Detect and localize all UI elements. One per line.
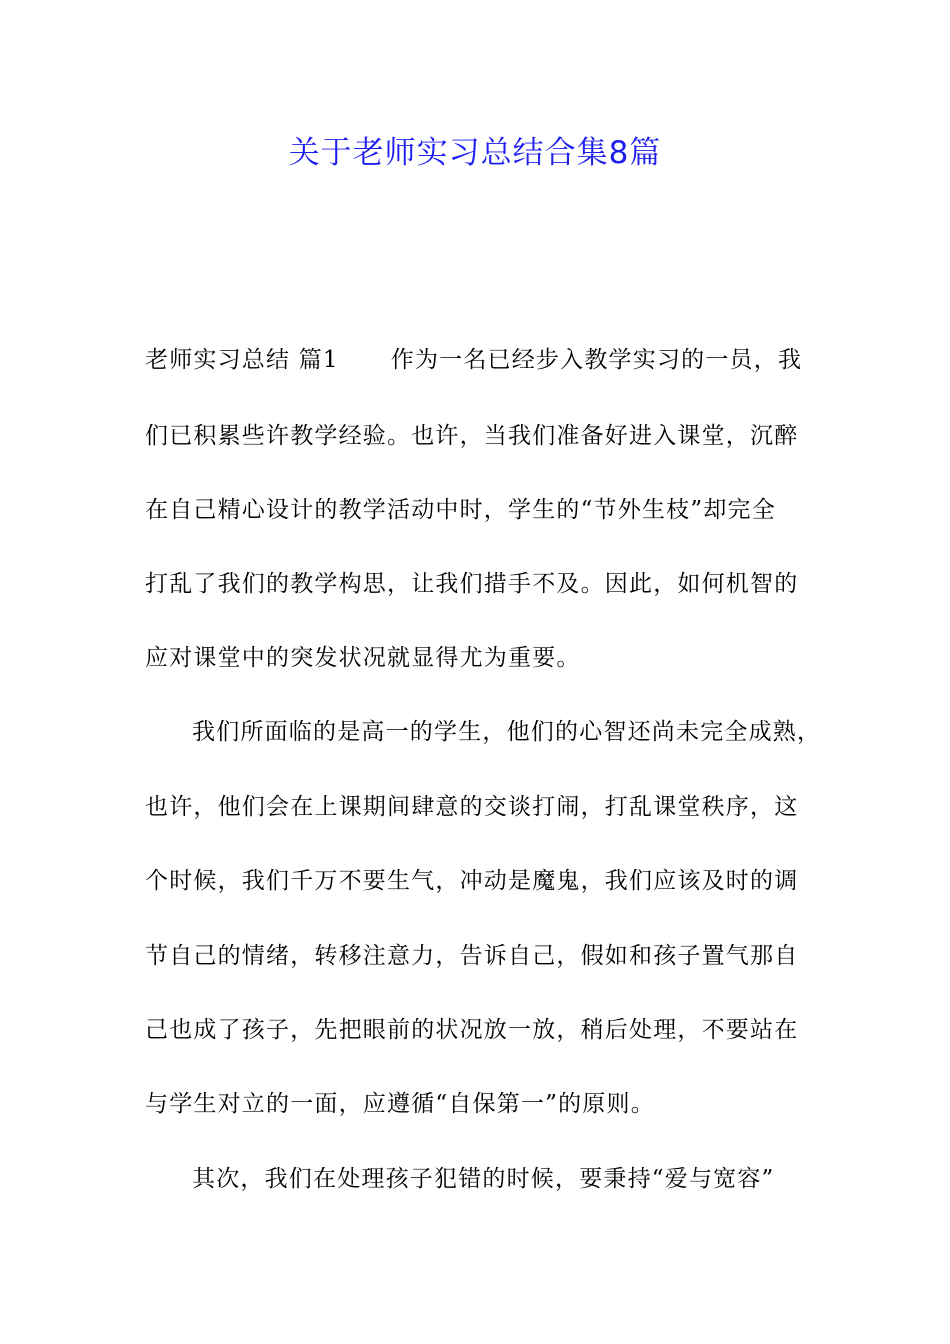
paragraph-text: 作为一名已经步入教学实习的一员，我: [390, 347, 803, 373]
paragraph-line: [145, 340, 835, 380]
paragraph-line: 节自己的情绪，转移注意力，告诉自己，假如和孩子置气那自: [145, 943, 799, 969]
document-title: 关于老师实习总结合集8篇: [288, 135, 662, 171]
section-heading: 老师实习总结 篇1: [145, 347, 339, 373]
paragraph-line: 其次，我们在处理孩子犯错的时候，要秉持“爱与宽容”: [192, 1166, 775, 1192]
paragraph-line: 在自己精心设计的教学活动中时，学生的“节外生枝”却完全: [145, 497, 776, 523]
paragraph-line: 应对课堂中的突发状况就显得尤为重要。: [145, 645, 581, 671]
paragraph-line: 己也成了孩子，先把眼前的状况放一放，稍后处理，不要站在: [145, 1017, 799, 1043]
paragraph-line: 个时候，我们千万不要生气，冲动是魔鬼，我们应该及时的调: [145, 868, 799, 894]
paragraph-line: 我们所面临的是高一的学生，他们的心智还尚未完全成熟，: [192, 719, 822, 745]
paragraph-line: 也许，他们会在上课期间肆意的交谈打闹，打乱课堂秩序，这: [145, 794, 799, 820]
paragraph-line: 们已积累些许教学经验。也许，当我们准备好进入课堂，沉醉: [145, 423, 799, 449]
paragraph-line: 与学生对立的一面，应遵循“自保第一”的原则。: [145, 1091, 655, 1117]
paragraph-line: 打乱了我们的教学构思，让我们措手不及。因此，如何机智的: [145, 571, 799, 597]
